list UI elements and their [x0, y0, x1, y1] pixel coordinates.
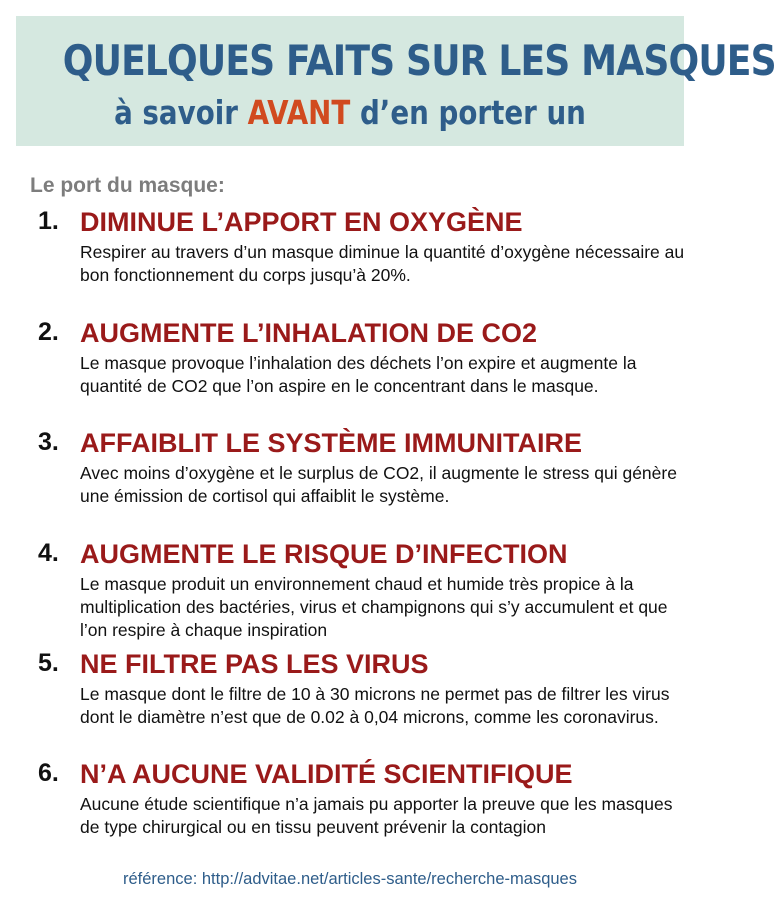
fact-number: 3.	[38, 428, 59, 456]
fact-body: Respirer au travers d’un masque diminue la quantité d’oxygène nécessaire au bon fonctionnement du corps jusqu’à 20%.	[80, 242, 685, 285]
fact-heading: AUGMENTE L’INHALATION DE CO2	[80, 318, 538, 348]
page-title: QUELQUES FAITS SUR LES MASQUES	[62, 36, 776, 85]
fact-body: Le masque provoque l’inhalation des déchets l’on expire et augmente la quantité de CO2 que l’on aspire en le concentrant dans le masque.	[80, 353, 637, 396]
intro-label: Le port du masque:	[30, 174, 225, 197]
fact-body: Le masque produit un environnement chaud et humide très propice à la multiplication des bactéries, virus et champignons qui s’y accumulent et que l’on respire à chaque inspiration	[80, 574, 668, 640]
fact-heading: N’A AUCUNE VALIDITÉ SCIENTIFIQUE	[80, 759, 573, 789]
subtitle-text-after: d’en porter un	[350, 93, 586, 132]
fact-number: 2.	[38, 318, 59, 346]
page-subtitle	[69, 94, 630, 132]
fact-body: Le masque dont le filtre de 10 à 30 microns ne permet pas de filtrer les virus dont le diamètre n’est que de 0.02 à 0,04 microns, comme les coronavirus.	[80, 684, 670, 727]
subtitle-accent-word: AVANT	[247, 93, 351, 132]
fact-number: 1.	[38, 207, 59, 235]
fact-body: Aucune étude scientifique n’a jamais pu apporter la preuve que les masques de type chirurgical ou en tissu peuvent prévenir la contagion	[80, 794, 673, 837]
reference-link[interactable]: référence: http://advitae.net/articles-sante/recherche-masques	[123, 870, 577, 888]
fact-body: Avec moins d’oxygène et le surplus de CO2, il augmente le stress qui génère une émission de cortisol qui affaiblit le système.	[80, 463, 677, 506]
fact-heading: AUGMENTE LE RISQUE D’INFECTION	[80, 539, 568, 569]
title-banner	[16, 16, 776, 146]
fact-heading: DIMINUE L’APPORT EN OXYGÈNE	[80, 207, 523, 237]
fact-heading: AFFAIBLIT LE SYSTÈME IMMUNITAIRE	[80, 428, 582, 458]
fact-number: 4.	[38, 539, 59, 567]
subtitle-text-before: à savoir	[114, 93, 248, 132]
fact-number: 5.	[38, 649, 59, 677]
fact-heading: NE FILTRE PAS LES VIRUS	[80, 649, 429, 679]
fact-number: 6.	[38, 759, 59, 787]
